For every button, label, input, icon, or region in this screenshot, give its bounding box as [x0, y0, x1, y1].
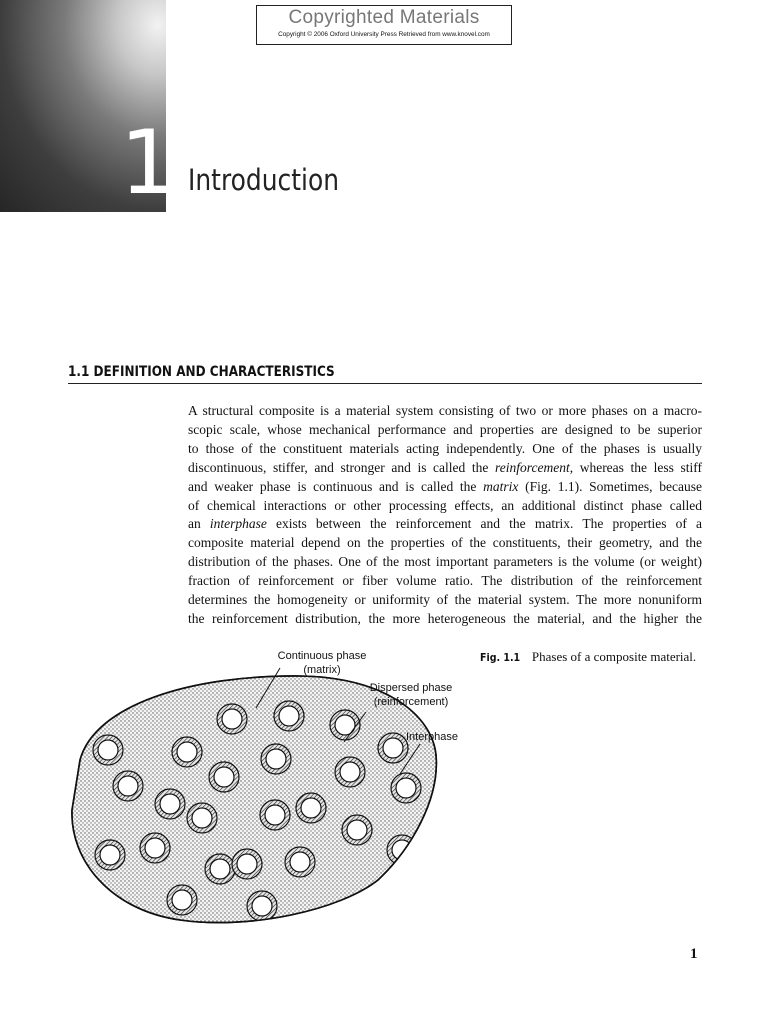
reinforcement-particle — [210, 859, 230, 879]
copyright-title: Copyrighted Materials — [288, 7, 480, 28]
body-line: to those of the constituent materials acting independently. One of the phases is usually — [188, 440, 702, 456]
reinforcement-particle — [192, 808, 212, 828]
figure-caption-text: Phases of a composite material. — [531, 649, 697, 664]
section-heading: 1.1 DEFINITION AND CHARACTERISTICS — [68, 364, 335, 380]
dispersed-phase-label: Dispersed phase — [369, 682, 453, 694]
reinforcement-particle — [396, 778, 416, 798]
reinforcement-particle — [145, 838, 165, 858]
body-line: and weaker phase is continuous and is called the matrix (Fig. 1.1). Sometimes, because — [188, 478, 702, 494]
reinforcement-particle — [160, 794, 180, 814]
continuous-phase-label: Continuous phase — [277, 650, 367, 662]
body-line: distribution of the phases. One of the most important parameters is the volume (or weight) — [188, 554, 702, 570]
chapter-number: 1 — [120, 111, 176, 214]
figure-label: Fig. 1.1 — [480, 651, 521, 664]
chapter-title: Introduction — [188, 163, 340, 197]
interphase-label: Interphase — [406, 731, 458, 743]
body-line: A structural composite is a material system consisting of two or more phases on a macro- — [188, 403, 702, 418]
reinforcement-particle — [100, 845, 120, 865]
body-line: an interphase exists between the reinforcement and the matrix. The properties of a — [188, 516, 702, 532]
reinforcement-particle — [252, 896, 272, 916]
body-line: determines the homogeneity or uniformity of the material system. The more nonuniform — [188, 592, 702, 608]
reinforcement-particle — [340, 762, 360, 782]
continuous-phase-sublabel: (matrix) — [303, 664, 341, 676]
reinforcement-particle — [383, 738, 403, 758]
reinforcement-particle — [279, 706, 299, 726]
reinforcement-particle — [118, 776, 138, 796]
body-line: of chemical interactions or other processing effects, an additional distinct phase called — [188, 497, 702, 513]
reinforcement-particle — [301, 798, 321, 818]
body-line: the reinforcement distribution, the more heterogeneous the material, and the higher the — [188, 610, 702, 626]
body-line: composite material depend on the properties of the constituents, their geometry, and the — [188, 535, 702, 551]
body-line: scopic scale, whose mechanical performance and properties are designed to be superior — [188, 421, 702, 437]
body-line: discontinuous, stiffer, and stronger and is called the reinforcement, whereas the less stiff — [188, 459, 702, 475]
reinforcement-particle — [266, 749, 286, 769]
reinforcement-particle — [222, 709, 242, 729]
reinforcement-particle — [172, 890, 192, 910]
reinforcement-particle — [265, 805, 285, 825]
copyright-line: Copyright © 2006 Oxford University Press Retrieved from www.knovel.com — [278, 31, 490, 38]
reinforcement-particle — [290, 852, 310, 872]
reinforcement-particle — [98, 740, 118, 760]
reinforcement-particle — [237, 854, 257, 874]
body-line: fraction of reinforcement or fiber volume ratio. The distribution of the reinforcement — [188, 573, 702, 589]
reinforcement-particle — [347, 820, 367, 840]
reinforcement-particle — [214, 767, 234, 787]
dispersed-phase-sublabel: (reinforcement) — [373, 696, 449, 708]
reinforcement-particle — [335, 715, 355, 735]
reinforcement-particle — [177, 742, 197, 762]
page-number: 1 — [690, 946, 698, 962]
